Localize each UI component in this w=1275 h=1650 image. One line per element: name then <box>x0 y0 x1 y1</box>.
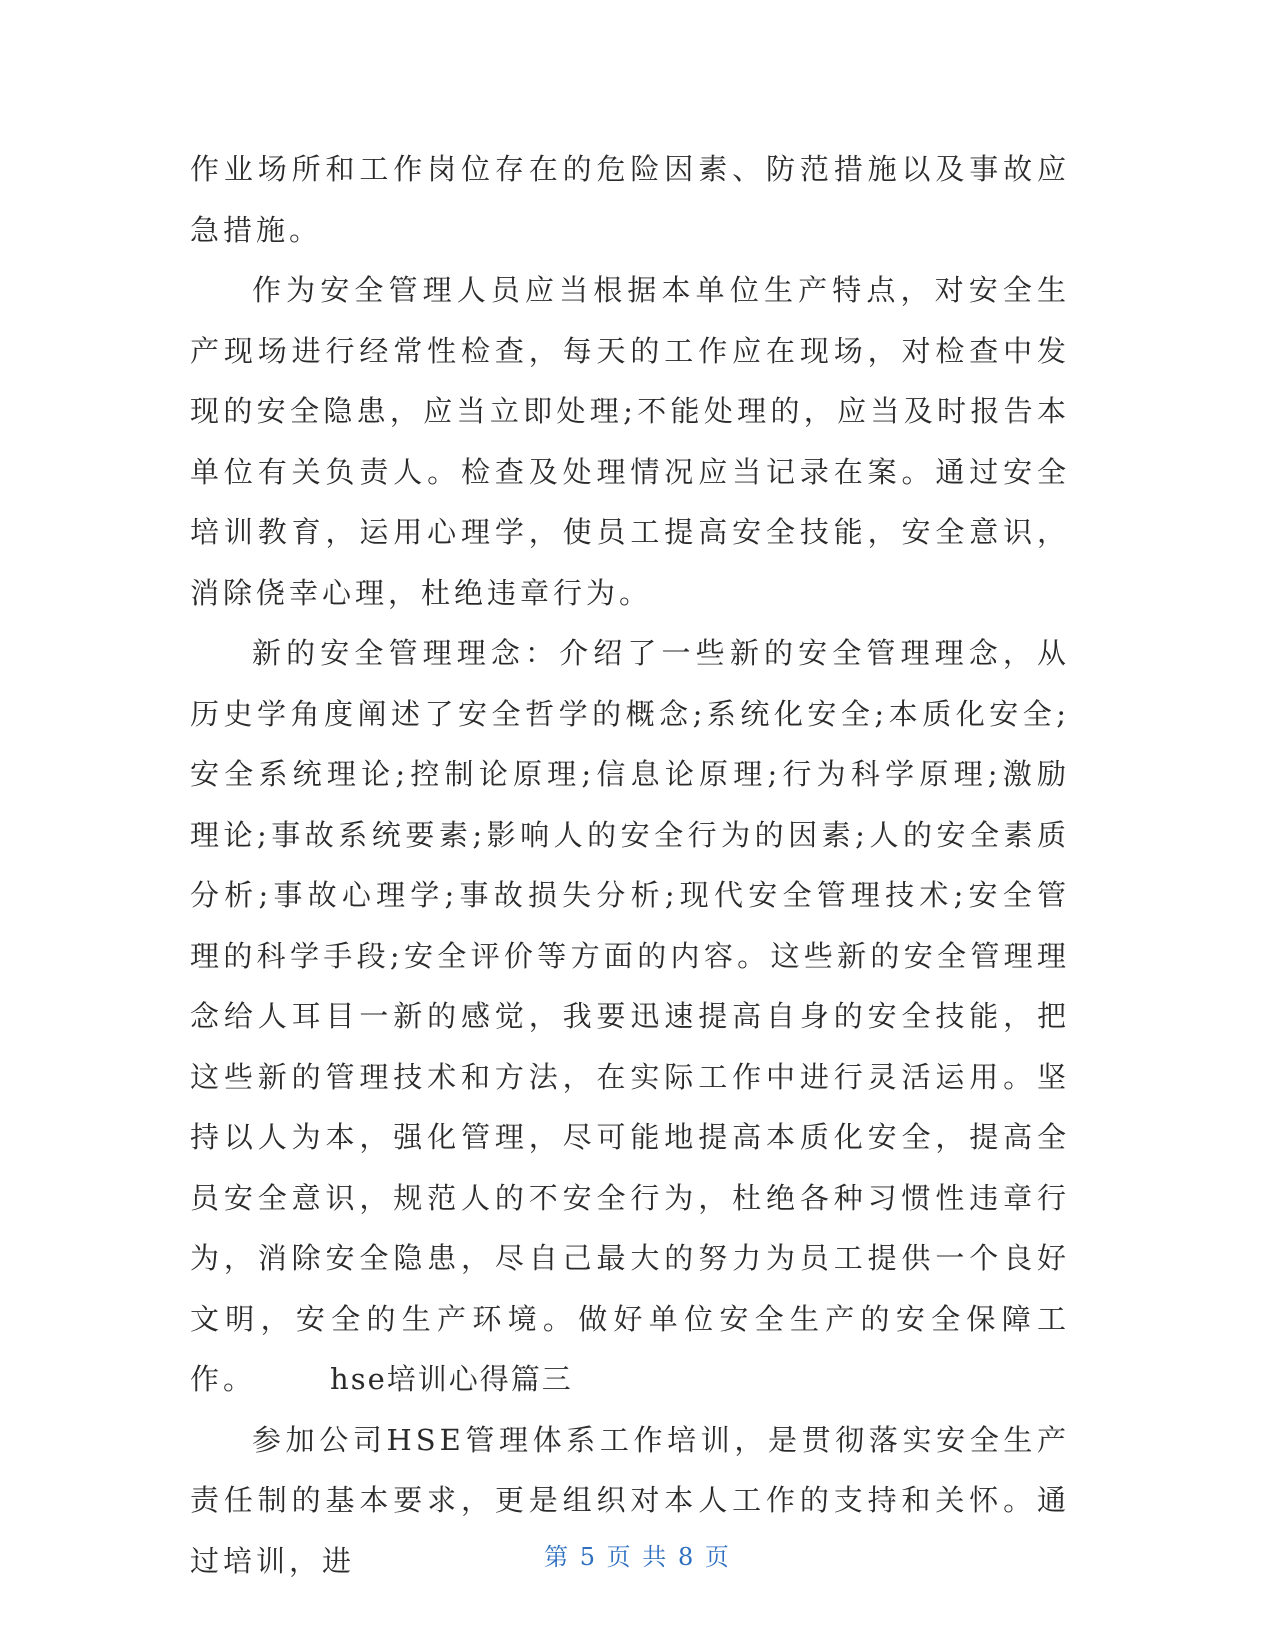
paragraph-1: 作业场所和工作岗位存在的危险因素、防范措施以及事故应急措施。 <box>190 152 1070 247</box>
paragraph-3-text: 新的安全管理理念：介绍了一些新的安全管理理念，从历史学角度阐述了安全哲学的概念;系统化安全;本质化安全;安全系统理论;控制论原理;信息论原理;行为科学原理;激励理论;事故系统要素;影响人的安全行为的因素;人的安全素质分析;事故心理学;事故损失分析;现代安全管理技术;安全管理的科学手段;安全评价等方面的内容。这些新的安全管理理念给人耳目一新的感觉，我要迅速提高自身的安全技能，把这些新的管理技术和方法，在实际工作中进行灵活运用。坚持以人为本，强化管理，尽可能地提高本质化安全，提高全员安全意识，规范人的不安全行为，杜绝各种习惯性违章行为，消除安全隐患，尽自己最大的努力为员工提供一个良好文明，安全的生产环境。做好单位安全生产的安全保障工作。 <box>190 636 1070 1396</box>
page-number-footer: 第 5 页 共 8 页 <box>544 1543 731 1571</box>
document-body <box>190 139 1070 1591</box>
paragraph-4: 参加公司HSE管理体系工作培训，是贯彻落实安全生产责任制的基本要求，更是组织对本人工作的支持和关怀。通过培训，进 <box>190 1422 1070 1578</box>
paragraph-2: 作为安全管理人员应当根据本单位生产特点，对安全生产现场进行经常性检查，每天的工作应在现场，对检查中发现的安全隐患，应当立即处理;不能处理的，应当及时报告本单位有关负责人。检查及处理情况应当记录在案。通过安全培训教育，运用心理学，使员工提高安全技能，安全意识，消除侥幸心理，杜绝违章行为。 <box>190 273 1070 610</box>
paragraph-3 <box>190 623 1070 1410</box>
section-heading-inline: hse培训心得篇三 <box>330 1362 573 1396</box>
